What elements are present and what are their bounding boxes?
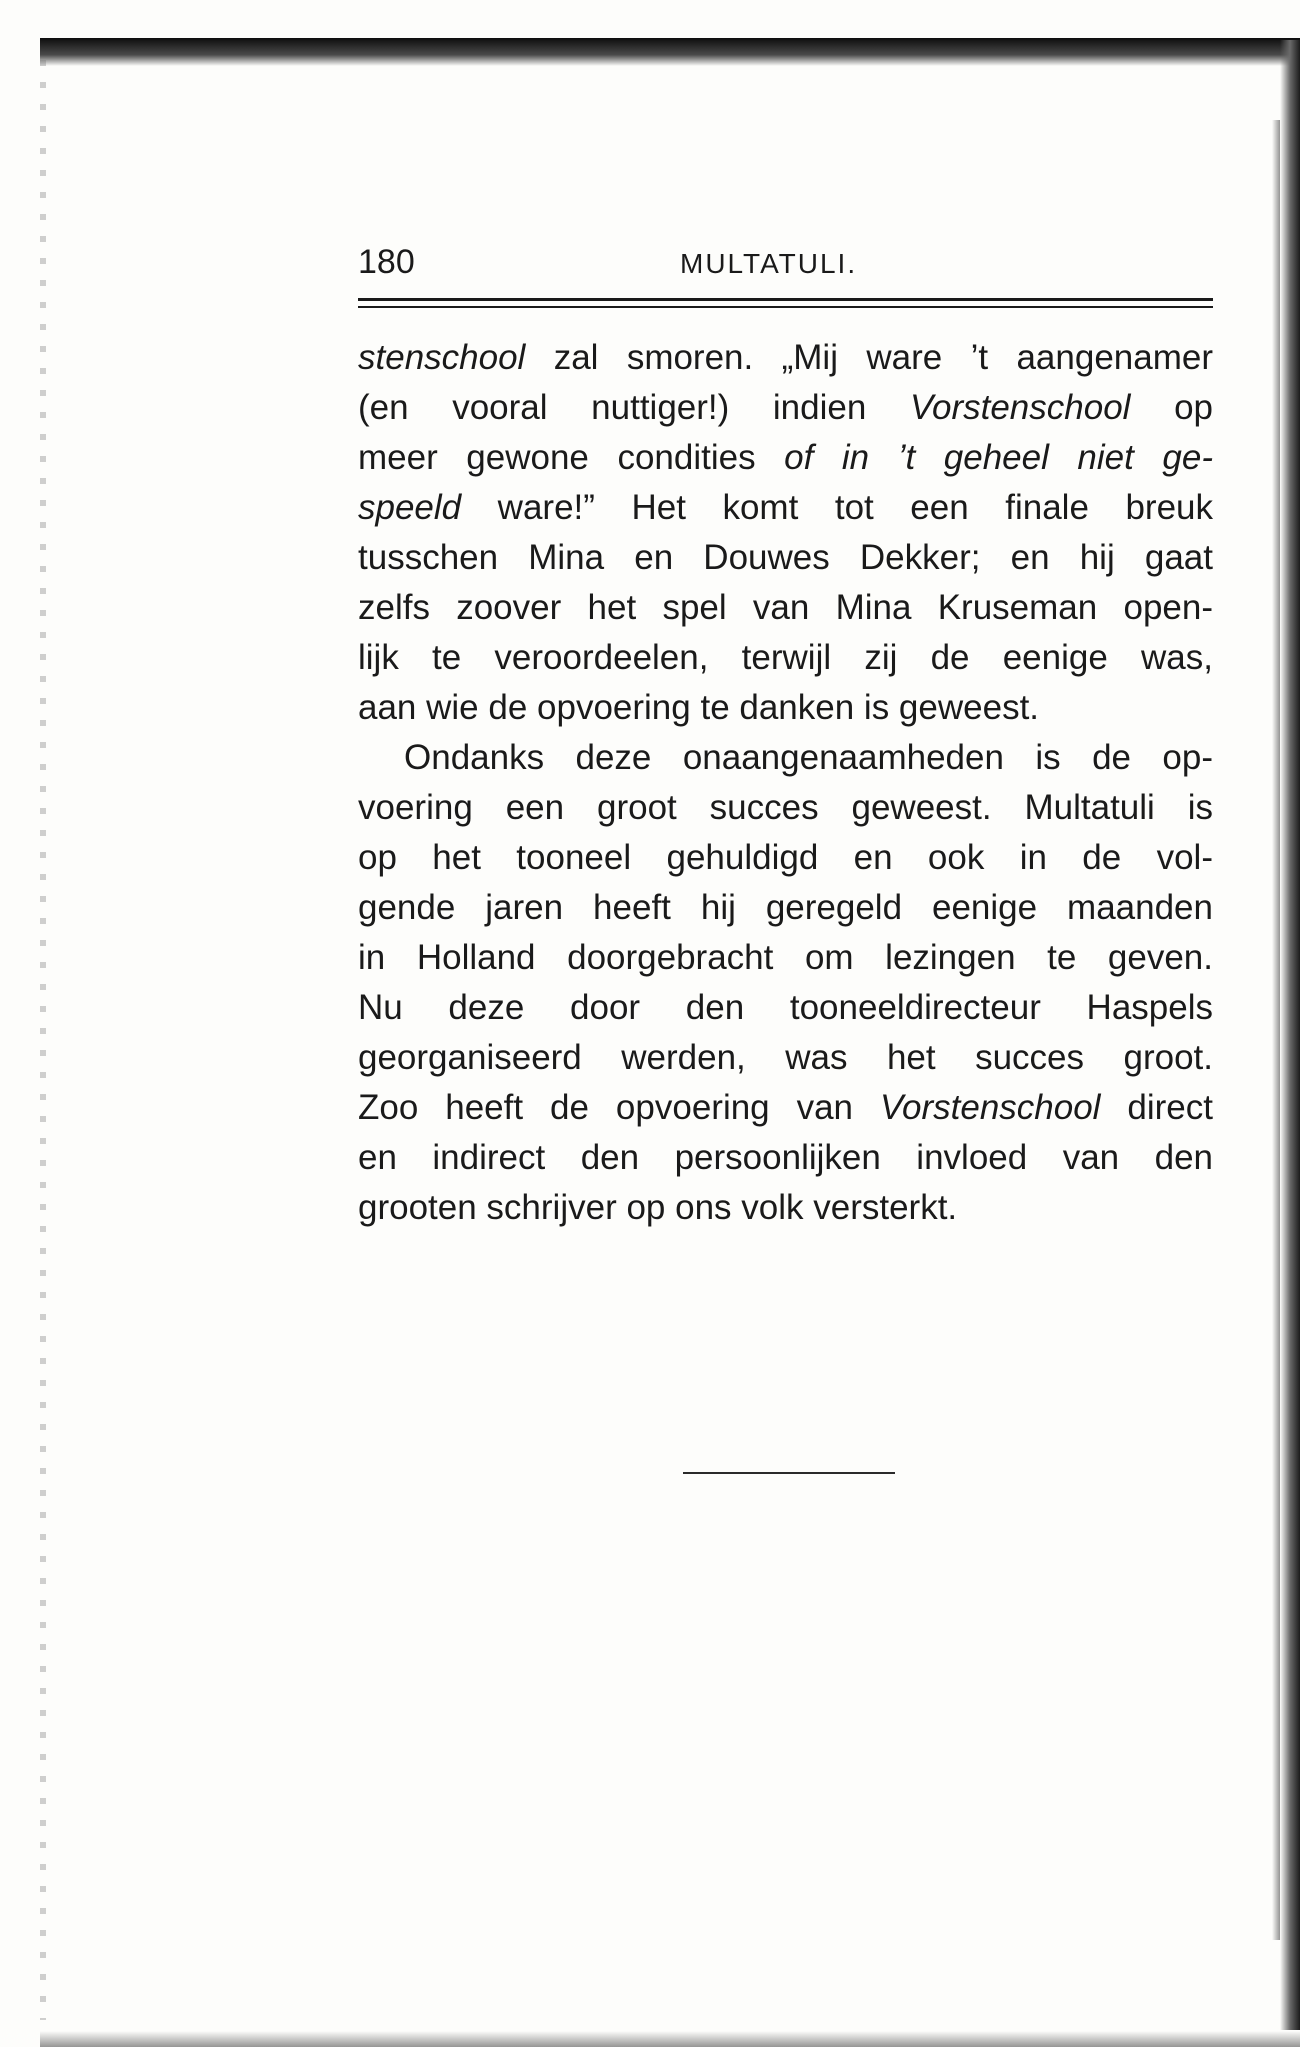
italic-phrase: of in ’t geheel niet ge- <box>784 438 1213 477</box>
italic-phrase: speeld <box>358 488 462 527</box>
text-line: op het tooneel gehuldigd en ook in de vol- <box>358 838 1213 877</box>
text-line: tusschen Mina en Douwes Dekker; en hij gaat <box>358 538 1213 577</box>
header-rule-bottom <box>358 306 1213 308</box>
text-line: voering een groot succes geweest. Multatuli is <box>358 788 1213 827</box>
page-number: 180 <box>358 243 415 281</box>
body-text <box>358 333 1213 1233</box>
paragraph-2 <box>358 733 1213 1233</box>
scan-edge-left <box>40 60 46 2020</box>
text-line: aan wie de opvoering te danken is geweest. <box>358 688 1040 727</box>
italic-title: Vorstenschool <box>879 1088 1101 1127</box>
paragraph-1 <box>358 333 1213 733</box>
text-line: lijk te veroordeelen, terwijl zij de eenige was, <box>358 638 1213 677</box>
scan-edge-right-shadow <box>1272 120 1280 1940</box>
text-line: grooten schrijver op ons volk versterkt. <box>358 1188 958 1227</box>
header-rule-top <box>358 298 1213 301</box>
text-line: gende jaren heeft hij geregeld eenige maanden <box>358 888 1213 927</box>
chapter-end-rule <box>683 1472 895 1474</box>
text-line: stenschool zal smoren. „Mij ware ’t aangenamer <box>358 338 1213 377</box>
text-line: Ondanks deze onaangenaamheden is de op- <box>404 738 1213 777</box>
scan-edge-top <box>40 38 1300 66</box>
italic-title: stenschool <box>358 338 526 377</box>
running-head: MULTATULI. <box>680 248 858 279</box>
page-header <box>358 240 1213 290</box>
text-line: meer gewone condities of in ’t geheel niet ge- <box>358 438 1213 477</box>
text-line: en indirect den persoonlijken invloed van den <box>358 1138 1213 1177</box>
italic-title: Vorstenschool <box>909 388 1131 427</box>
text-line: (en vooral nuttiger!) indien Vorstenschool op <box>358 388 1214 427</box>
text-line: georganiseerd werden, was het succes groot. <box>358 1038 1213 1077</box>
text-line: speeld ware!” Het komt tot een finale breuk <box>358 488 1213 527</box>
text-line: zelfs zoover het spel van Mina Kruseman open- <box>358 588 1213 627</box>
scan-edge-right <box>1280 40 1300 2030</box>
text-line: Nu deze door den tooneeldirecteur Haspels <box>358 988 1213 1027</box>
text-line: in Holland doorgebracht om lezingen te geven. <box>358 938 1213 977</box>
scan-edge-bottom <box>40 2031 1300 2047</box>
text-line: Zoo heeft de opvoering van Vorstenschool direct <box>358 1088 1214 1127</box>
